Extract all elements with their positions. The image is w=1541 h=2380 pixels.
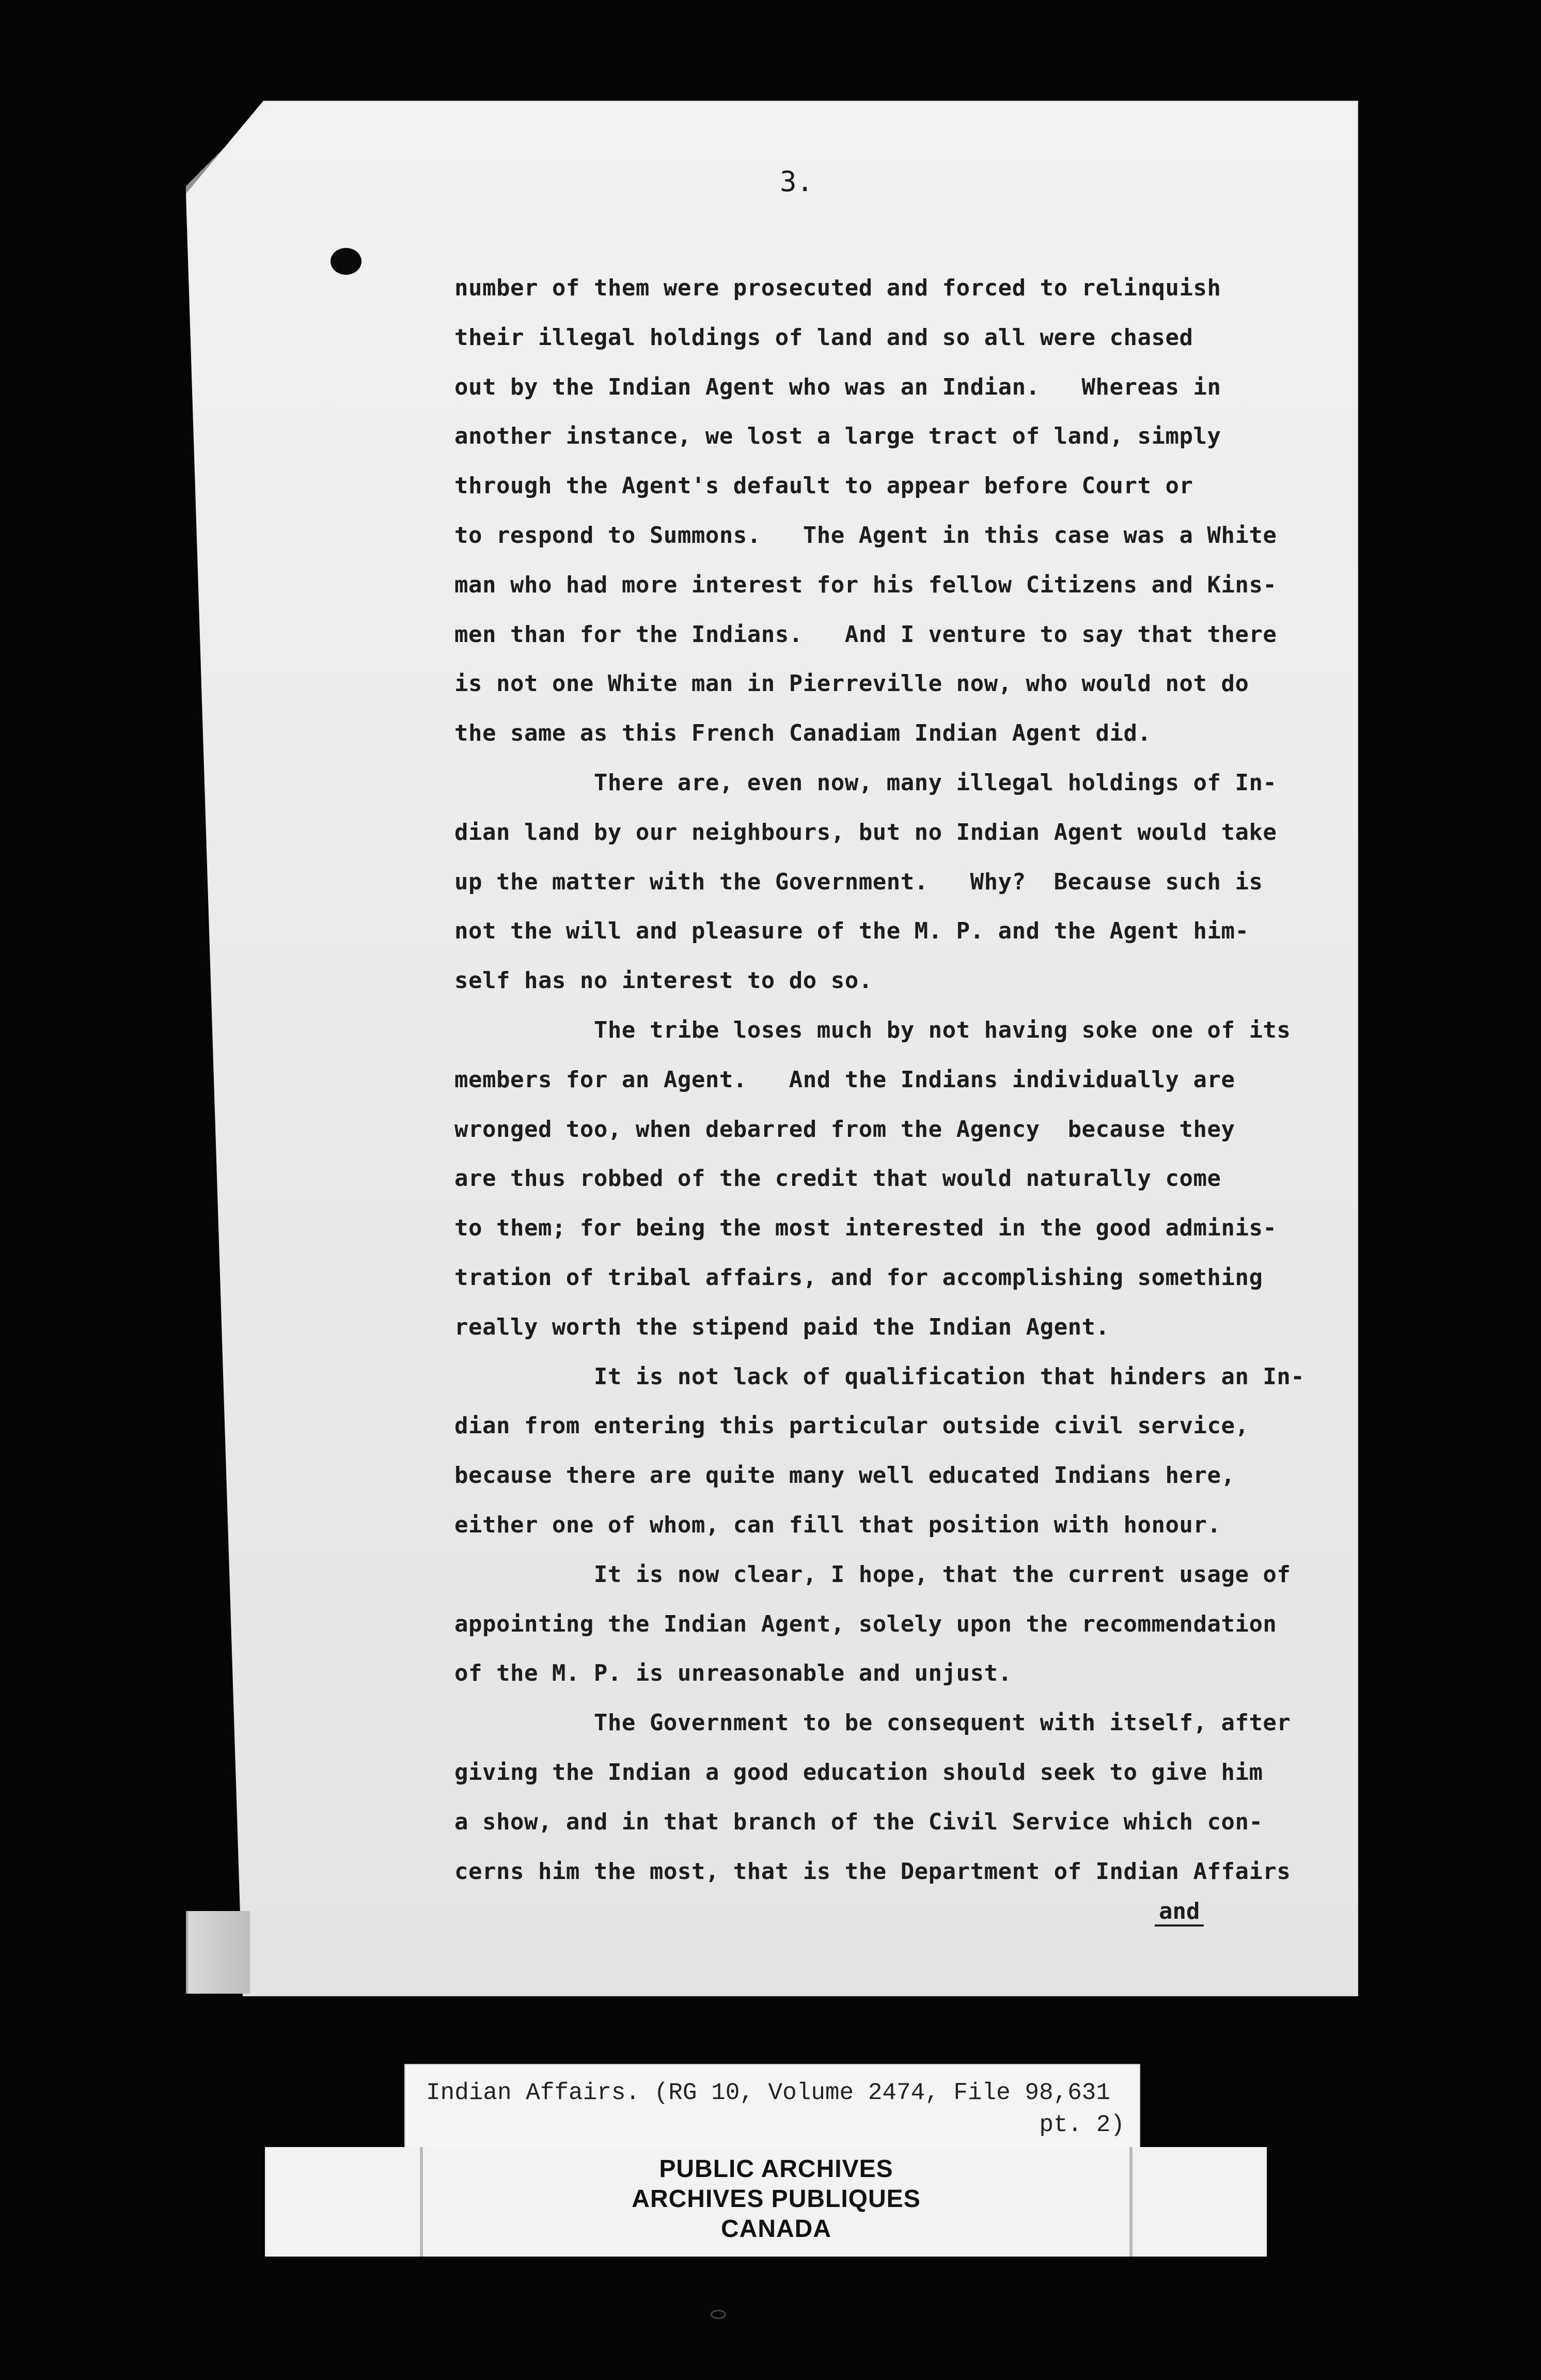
text-line: cerns him the most, that is the Department of Indian Affairs [454,1858,1291,1885]
text-line: are thus robbed of the credit that would naturally come [454,1165,1221,1192]
text-line: of the M. P. is unreasonable and unjust. [454,1660,1012,1687]
text-line: tration of tribal affairs, and for accomplishing something [454,1264,1263,1291]
text-line: because there are quite many well educated Indians here, [454,1462,1235,1489]
text-line: to them; for being the most interested in the good adminis- [454,1215,1277,1242]
punch-hole [331,248,361,275]
text-line: their illegal holdings of land and so all were chased [454,324,1193,351]
text-line: out by the Indian Agent who was an Indian. Whereas in [454,373,1221,400]
reference-line-1: Indian Affairs. (RG 10, Volume 2474, File 98,631 [426,2079,1111,2106]
text-line: to respond to Summons. The Agent in this case was a White [454,522,1277,549]
archive-reference-label [404,2064,1140,2154]
text-line: not the will and pleasure of the M. P. and the Agent him- [454,918,1249,945]
text-line: man who had more interest for his fellow Citizens and Kins- [454,571,1277,598]
text-line: The Government to be consequent with itself, after [454,1710,1291,1736]
text-line: through the Agent's default to appear before Court or [454,473,1193,499]
text-line: giving the Indian a good education should seek to give him [454,1759,1263,1786]
text-line: the same as this French Canadiam Indian Agent did. [454,720,1152,747]
text-line: up the matter with the Government. Why? Because such is [454,868,1263,895]
reference-line-2: pt. 2) [1039,2111,1125,2138]
typed-letter-body [454,263,1343,1896]
stamp-line-3: CANADA [721,2215,831,2243]
page-number: 3. [780,165,814,198]
text-line: There are, even now, many illegal holdings of In- [454,769,1277,796]
text-line: The tribe loses much by not having soke one of its [454,1016,1291,1043]
public-archives-stamp [265,2147,1267,2257]
catchword: and [1155,1898,1204,1927]
stamp-text-block [420,2147,1133,2257]
text-line: men than for the Indians. And I venture to say that there [454,621,1277,648]
stamp-line-2: ARCHIVES PUBLIQUES [632,2185,921,2213]
text-line: a show, and in that branch of the Civil Service which con- [454,1808,1263,1835]
text-line: It is not lack of qualification that hinders an In- [454,1363,1305,1390]
text-line: wronged too, when debarred from the Agency because they [454,1116,1235,1142]
text-line: is not one White man in Pierreville now, who would not do [454,670,1249,697]
text-line: another instance, we lost a large tract of land, simply [454,423,1221,450]
page-curl-edge [186,1911,250,1994]
text-line: number of them were prosecuted and forced to relinquish [454,275,1221,301]
text-line: It is now clear, I hope, that the current usage of [454,1561,1291,1588]
text-line: dian land by our neighbours, but no Indian Agent would take [454,819,1277,845]
film-mark-icon [711,2310,726,2319]
text-line: either one of whom, can fill that position with honour. [454,1511,1221,1538]
stamp-line-1: PUBLIC ARCHIVES [659,2155,893,2183]
text-line: self has no interest to do so. [454,967,873,994]
text-line: appointing the Indian Agent, solely upon the recommendation [454,1610,1277,1637]
text-line: dian from entering this particular outside civil service, [454,1413,1249,1439]
text-line: really worth the stipend paid the Indian Agent. [454,1313,1110,1340]
text-line: members for an Agent. And the Indians individually are [454,1066,1235,1093]
